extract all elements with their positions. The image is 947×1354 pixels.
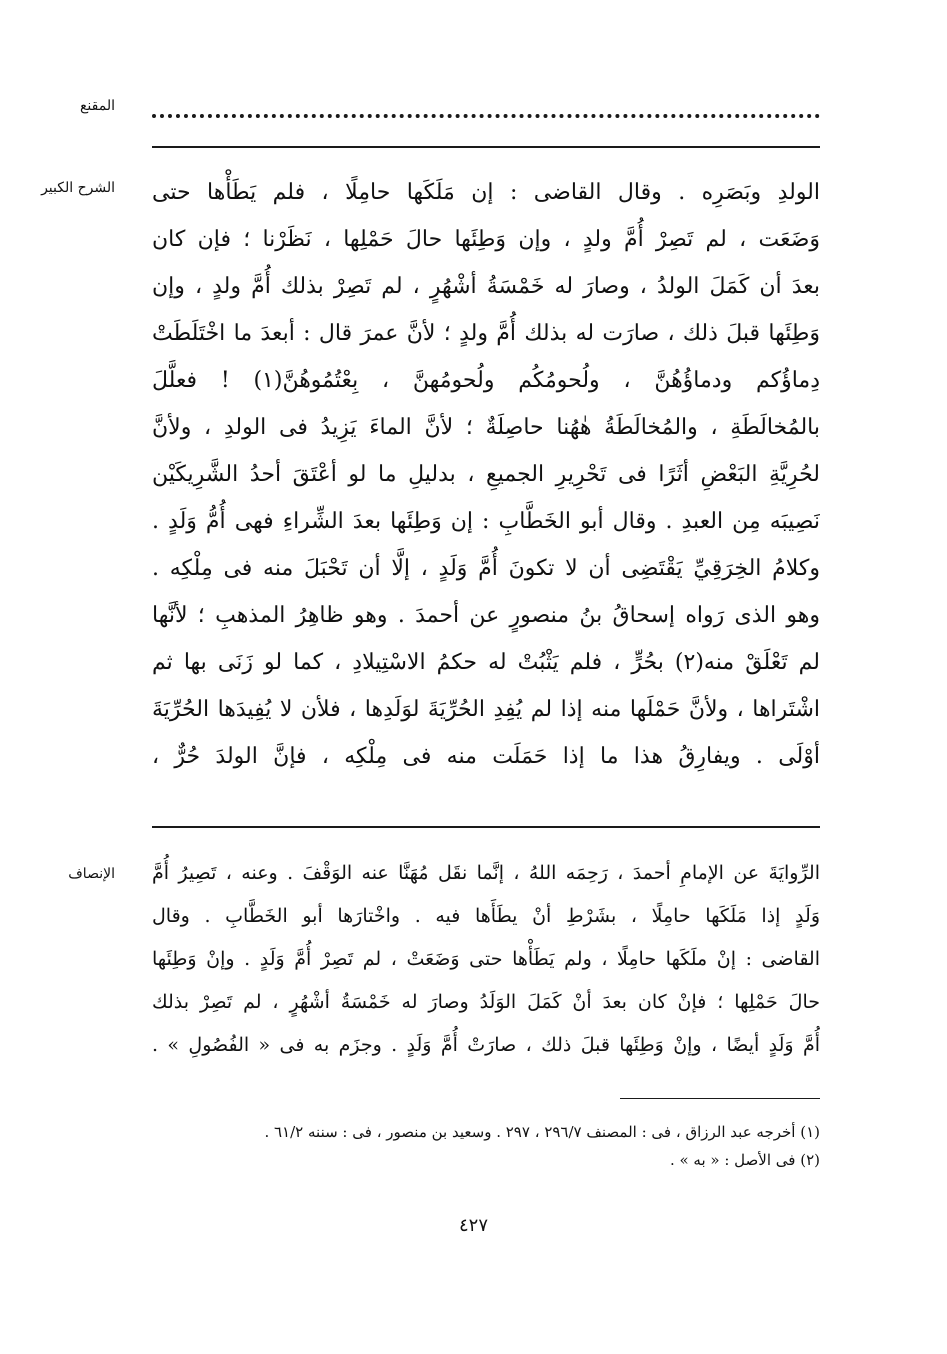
main-text-line: أوْلَى . ويفارِقُ هذا ما إذا حَمَلَت منه فى مِلْكِه ، فإنَّ الولدَ حُرٌّ ، (152, 744, 820, 769)
main-text-line: وَضَعَت ، لم تَصِرْ أُمَّ ولدٍ ، وإن وَطِئَها حالَ حَمْلِها ، نَظَرْنا ؛ فإن كان (152, 227, 820, 252)
main-text-line: اشْتَراها ، ولأنَّ حَمْلَها منه إذا لم يُفِدِ الحُرِّيَةَ لوَلَدِها ، فلأن لا يُفِيدَها الحُرِّيَةَ (152, 697, 820, 722)
page-number: ٤٢٧ (458, 1215, 488, 1236)
footnote-item: (١) أخرجه عبد الرزاق ، فى : المصنف ٢٩٦/٧ ، ٢٩٧ . وسعيد بن منصور ، فى : سننه ٦١/٢ . (264, 1123, 820, 1141)
insaf-text-line: القاضى : إنْ ملَكَها حامِلًا ، ولم يَطَأْها حتى وَضَعَتْ ، لم تَصِرْ أُمَّ وَلَدٍ . وإنْ وَطِئَها (152, 948, 820, 970)
main-text-line: دِماؤُكم ودماؤُهُنَّ ، ولُحومُكُم ولُحومُهنَّ ، بِعْتُمُوهُنَّ(١) ! فعلَّلَ (152, 368, 820, 393)
section-separator (152, 826, 820, 828)
main-text-line: الولدِ وبَصَرِه . وقال القاضى : إن مَلَكَها حامِلًا ، فلم يَطَأْها حتى (152, 180, 820, 205)
main-text-block (152, 169, 820, 780)
main-text-line: لحُرِيَّةِ البَعْضِ أثَرًا فى تَحْرِيرِ الجميعِ ، بدليلِ ما لو أعْتَقَ أحدُ الشَّرِيكَيْن (152, 462, 820, 487)
header-solid-rule (152, 146, 820, 148)
header-dotted-rule (152, 114, 820, 118)
main-text-line: بعدَ أن كَمَلَ الولدُ ، وصارَ له خَمْسَةُ أشْهُرٍ ، لم تَصِرْ بذلك أُمَّ ولدٍ ، وإن (152, 274, 820, 299)
main-text-line: نَصِيبَه مِن العبدِ . وقال أبو الخَطَّابِ : إن وَطِئَها بعدَ الشِّراءِ فهى أُمُّ وَلَدٍ . (152, 509, 820, 534)
footnote-rule (620, 1098, 820, 1099)
insaf-section-label: الإنصاف (68, 866, 115, 882)
insaf-text-block (152, 852, 820, 1067)
main-text-line: لم تَعْلَقْ منه(٢) بحُرٍّ ، فلم يَثْبُتْ له حكمُ الاسْتِيلادِ ، كما لو زَنَى بها ثم (152, 650, 820, 675)
main-text-line: بالمُخالَطَةِ ، والمُخالَطَةُ هٰهُنا حاصِلَةٌ ؛ لأنَّ الماءَ يَزِيدُ فى الولدِ ، ولأنَّ (152, 415, 820, 440)
footnotes (152, 1118, 820, 1174)
main-text-line: وهو الذى رَواه إسحاقُ بنُ منصورٍ عن أحمدَ . وهو ظاهِرُ المذهبِ ؛ لأنَّها (152, 603, 820, 628)
sharh-section-label: الشرح الكبير (41, 180, 115, 196)
insaf-text-line: أُمَّ وَلَدٍ أيضًا ، وإنْ وَطِئَها قبلَ ذلك ، صارَتْ أُمَّ وَلَدٍ . وجزَم به فى « الفُصُولِ » . (152, 1034, 820, 1056)
footnote-item: (٢) فى الأصل : « به » . (669, 1151, 820, 1169)
insaf-text-line: وَلَدٍ إذا مَلَكَها حامِلًا ، بشَرْطِ أنْ يطَأَها فيه . واخْتارَها أبو الخَطَّابِ . وقال (152, 905, 820, 927)
main-text-line: وكلامُ الخِرَقِيِّ يَقْتَضِى أن لا تكونَ أُمَّ وَلَدٍ ، إلَّا أن تَحْبَلَ منه فى مِلْكِه . (152, 556, 820, 581)
insaf-text-line: الرِّوايَةَ عن الإمامِ أحمدَ ، رَحِمَه اللهُ ، إنَّما نقَل مُهَنَّا عنه الوَقْفَ . وعنه ، تَصِيرُ أُمَّ (152, 862, 820, 884)
main-text-line: وَطِئَها قبلَ ذلك ، صارَت له بذلك أُمَّ ولدٍ ؛ لأنَّ عمرَ قال : أبعدَ ما اخْتَلَطَتْ (152, 321, 820, 346)
book-title: المقنع (79, 98, 115, 114)
insaf-text-line: حالَ حَمْلِها ؛ فإنْ كان بعدَ أنْ كَمَلَ الوَلَدُ وصارَ له خَمْسَةُ أشْهُرٍ ، لم تَصِرْ بذلك (152, 991, 820, 1013)
